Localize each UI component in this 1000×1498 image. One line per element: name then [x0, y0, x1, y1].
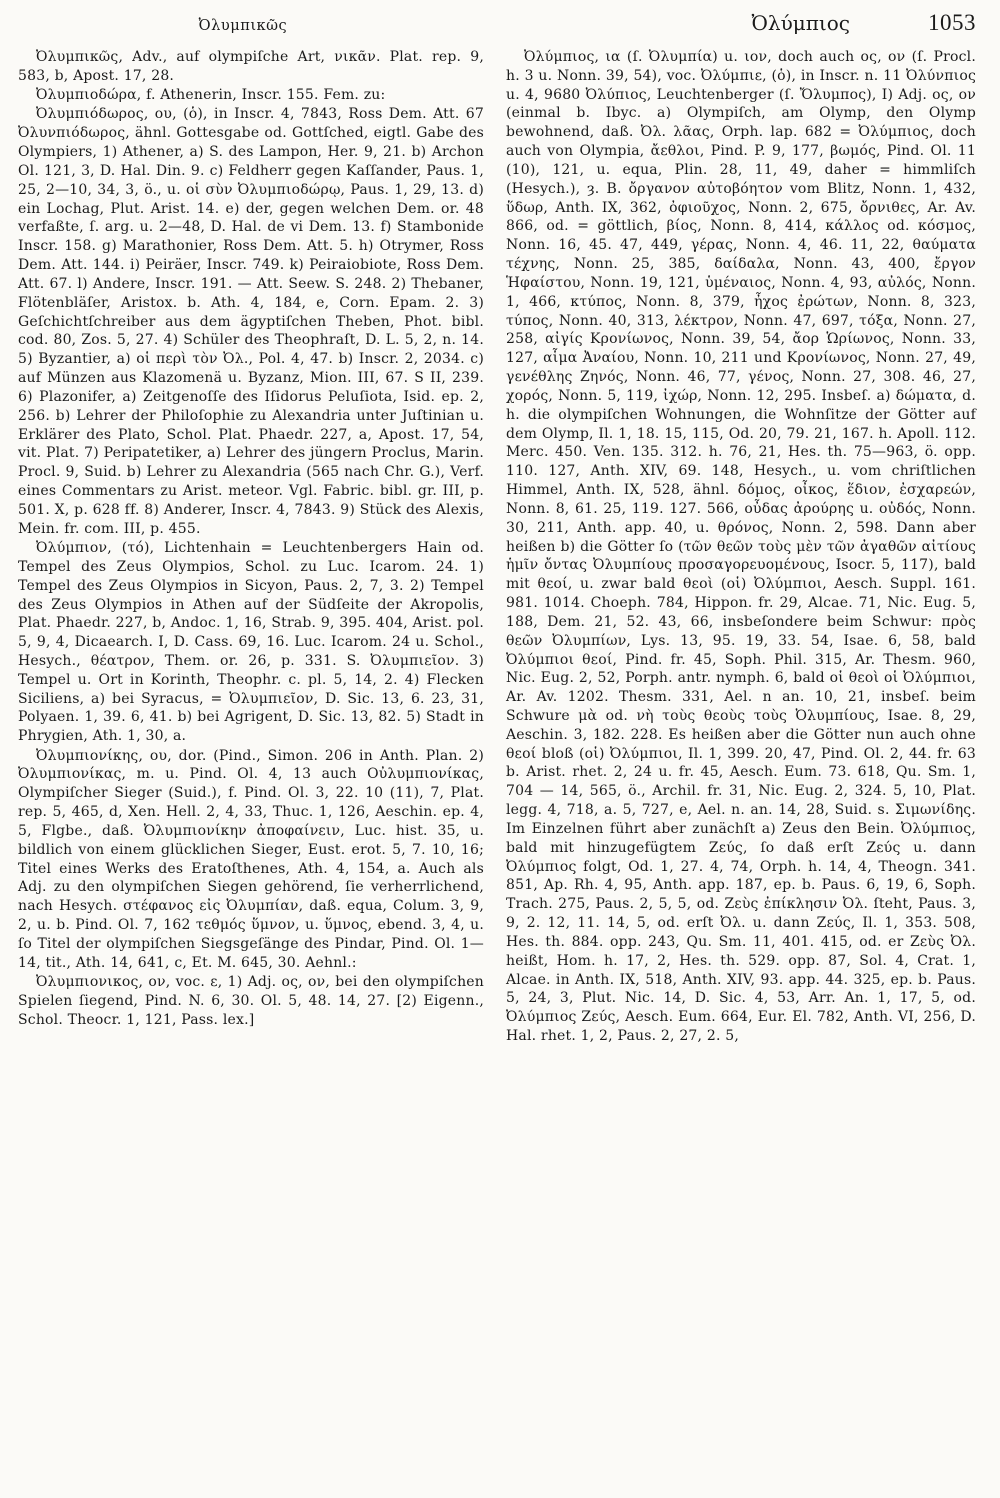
page-header	[18, 10, 982, 44]
header-right-headword: Ὀλύμπιος	[751, 11, 850, 35]
header-right-group	[500, 10, 976, 36]
right-column	[506, 48, 976, 1478]
left-column	[18, 48, 484, 1478]
page-number: 1053	[928, 10, 976, 35]
header-left-headword: Ὀλυμπικῶς	[198, 17, 288, 34]
dictionary-entry: Ὀλυμπικῶς, Adv., auf olympiſche Art, νικᾶν. Plat. rep. 9, 583, b, Apost. 17, 28.	[18, 49, 484, 84]
dictionary-entry: Ὀλύμπιος, ια (ſ. Ὀλυμπία) u. ιον, doch auch ος, ον (ſ. Procl. h. 3 u. Nonn. 39, 54), voc. Ὀλύμπιε, (ὁ), in Inscr. n. 11 Ὀλύνπιος u. 4, 9680 Ὀλύπιος, Leuchtenberger (ſ. Ὄλυμπος), I) Adj. ος, ον (einmal b. Ibyc. a) Olympiſch, am Olymp, den Olymp bewohnend, daß. Ὀλ. λᾶας, Orph. lap. 682 = Ὀλύμπιος, doch auch von Olympia, ἄεθλοι, Pind. P. 9, 177, βωμός, Pind. Ol. 11 (10), 121, u. equa, Plin. 28, 11, 49, daher = himmliſch (Hesych.), ȝ. B. ὄργανον αὐτοβόητον vom Blitz, Nonn. 1, 432, ὕδωρ, Anth. IX, 362, ὀφιοῦχος, Nonn. 2, 675, ὄρνιθες, Ar. Av. 866, od. = göttlich, βίος, Nonn. 8, 414, κάλλος od. κόσμος, Nonn. 16, 45. 47, 449, γέρας, Nonn. 4, 46. 11, 22, θαύματα τέχνης, Nonn. 25, 385, δαίδαλα, Nonn. 43, 400, ἔργον Ἡφαίστου, Nonn. 19, 121, ὑμέναιος, Nonn. 4, 93, αὐλός, Nonn. 1, 466, κτύπος, Nonn. 8, 379, ἦχος ἐρώτων, Nonn. 8, 323, τύπος, Nonn. 40, 313, λέκτρον, Nonn. 47, 697, τόξα, Nonn. 27, 258, αἰγίς Κρονίωνος, Nonn. 39, 54, ἄορ Ὡρίωνος, Nonn. 33, 127, αἷμα Ἀναίου, Nonn. 10, 211 und Κρονίωνος, Nonn. 27, 49, γενέθλης Ζηνός, Nonn. 46, 77, γένος, Nonn. 27, 308. 46, 27, χορός, Nonn. 5, 119, ἰχώρ, Nonn. 12, 295. Insbeſ. a) δώματα, d. h. die olympiſchen Wohnungen, die Wohnſitze der Götter auf dem Olymp, Il. 1, 18. 15, 115, Od. 20, 79. 21, 167. h. Apoll. 112. Merc. 450. Ven. 135. 312. h. 76, 21, Hes. th. 75—963, ö. opp. 110. 127, Anth. XIV, 69. 148, Hesych., u. vom chriſtlichen Himmel, Anth. IX, 528, ähnl. δόμος, οἶκος, ἕδιον, ἐσχαρεών, Nonn. 8, 61. 25, 119. 127. 566, οὖδας ἀρούρης u. οὐδός, Nonn. 30, 211, Anth. app. 40, u. θρόνος, Nonn. 2, 598. Dann aber heißen b) die Götter ſo (τῶν θεῶν τοὺς μὲν τῶν ἀγαθῶν αἰτίους ἡμῖν ὄντας Ὀλυμπίους προσαγορευομένους, Isocr. 5, 117), bald mit θεοί, u. zwar bald θεοὶ (οἱ) Ὀλύμπιοι, Aesch. Suppl. 161. 981. 1014. Choeph. 784, Hippon. fr. 29, Alcae. 71, Nic. Eug. 5, 188, Dem. 21, 52. 43, 66, insbeſondere beim Schwur: πρὸς θεῶν Ὀλυμπίων, Lys. 13, 95. 19, 33. 54, Isae. 6, 58, bald Ὀλύμπιοι θεοί, Pind. fr. 45, Soph. Phil. 315, Ar. Thesm. 960, Nic. Eug. 2, 52, Porph. antr. nymph. 6, bald οἱ θεοὶ οἱ Ὀλύμπιοι, Ar. Av. 1202. Thesm. 331, Ael. n an. 10, 21, insbeſ. beim Schwure μὰ od. νὴ τοὺς θεοὺς τοὺς Ὀλυμπίους, Isae. 8, 29, Aeschin. 3, 182. 228. Es heißen aber die Götter nun auch ohne θεοί bloß (οἱ) Ὀλύμπιοι, Il. 1, 399. 20, 47, Pind. Ol. 2, 44. fr. 63 b. Arist. rhet. 2, 24 u. fr. 45, Aesch. Eum. 73. 618, Qu. Sm. 1, 704 — 14, 565, ö., Archil. fr. 31, Nic. Eug. 2, 324. 5, 10, Plat. legg. 4, 718, a. 5, 727, e, Ael. n. an. 14, 28, Suid. s. Σιμωνίδης. Im Einzelnen führt aber zunächſt a) Zeus den Bein. Ὀλύμπιος, bald mit hinzugefügtem Ζεύς, ſo daß erſt Ζεύς u. dann Ὀλύμπιος folgt, Od. 1, 27. 4, 74, Orph. h. 14, 4, Theogn. 341. 851, Ap. Rh. 4, 95, Anth. app. 187, ep. b. Paus. 6, 19, 6, Soph. Trach. 275, Paus. 2, 5, 5, od. Ζεὺς ἐπίκλησιν Ὀλ. ſteht, Paus. 3, 9, 2. 12, 11. 14, 5, od. erſt Ὀλ. u. dann Ζεύς, Il. 1, 353. 508, Hes. th. 884. opp. 243, Qu. Sm. 11, 401. 415, od. er Ζεὺς Ὀλ. heißt, Hom. h. 17, 2, Hes. th. 529. opp. 87, Sol. 4, Crat. 1, Alcae. in Anth. IX, 518, Anth. XIV, 93. app. 44. 325, ep. b. Paus. 5, 24, 3, Plut. Nic. 14, D. Sic. 4, 53, Arr. An. 1, 17, 5, od. Ὀλύμπιος Ζεύς, Aesch. Eum. 664, Eur. El. 782, Anth. VI, 256, D. Hal. rhet. 1, 2, Paus. 2, 27, 2. 5,	[506, 49, 976, 1045]
text-columns	[18, 48, 982, 1478]
dictionary-entry: Ὀλυμπιονίκης, ου, dor. (Pind., Simon. 206 in Anth. Plan. 2) Ὀλυμπιονίκας, m. u. Pind. Ol. 4, 13 auch Οὐλυμπιονίκας, Olympiſcher Sieger (Suid.), f. Pind. Ol. 3, 22. 10 (11), 7, Plat. rep. 5, 465, d, Xen. Hell. 2, 4, 33, Thuc. 1, 126, Aeschin. ep. 4, 5, Flgbe., daß. Ὀλυμπιονίκην ἀποφαίνειν, Luc. hist. 35, u. bildlich von einem glücklichen Sieger, Eust. erot. 5, 7. 10, 16; Titel eines Werks des Eratoſthenes, Ath. 4, 154, a. Auch als Adj. zu den olympiſchen Siegen gehörend, ſie verherrlichend, nach Hesych. στέφανος εἰς Ὀλυμπίαν, daß. equa, Colum. 3, 9, 2, u. b. Pind. Ol. 7, 162 τεθμός ὕμνον, u. ὕμνος, ebend. 3, 4, u. ſo Titel der olympiſchen Siegsgeſänge des Pindar, Pind. Ol. 1—14, tit., Ath. 14, 641, c, Et. M. 645, 30. Aehnl.:	[18, 747, 484, 971]
dictionary-entry: Ὀλύμπιον, (τό), Lichtenhain = Leuchtenbergers Hain od. Tempel des Zeus Olympios, Schol. zu Luc. Icarom. 24. 1) Tempel des Zeus Olympios in Sicyon, Paus. 2, 7, 3. 2) Tempel des Zeus Olympios in Athen auf der Südſeite der Akropolis, Plat. Phaedr. 227, b, Andoc. 1, 16, Strab. 9, 395. 404, Arist. pol. 5, 9, 4, Dicaearch. I, D. Cass. 69, 16. Luc. Icarom. 24 u. Schol., Hesych., θέατρον, Them. or. 26, p. 331. S. Ὀλυμπιεῖον. 3) Tempel u. Ort in Korinth, Theophr. c. pl. 5, 14, 2. 4) Flecken Siciliens, a) bei Syracus, = Ὀλυμπιεῖον, D. Sic. 13, 6. 23, 31, Polyaen. 1, 39. 6, 41. b) bei Agrigent, D. Sic. 13, 82. 5) Stadt in Phrygien, Ath. 1, 30, a.	[18, 540, 485, 745]
dictionary-entry: Ὀλυμπιόδωρος, ου, (ὁ), in Inscr. 4, 7843, Ross Dem. Att. 67 Ὀλυνπιόδωρος, ähnl. Gottesgabe od. Gottſched, eigtl. Gabe des Olympiers, 1) Athener, a) S. des Lampon, Her. 9, 21. b) Archon Ol. 121, 3, D. Hal. Din. 9. c) Feldherr gegen Kaſſander, Paus. 1, 25, 2—10, 34, 3, ö., u. οἱ σὺν Ὀλυμπιοδώρῳ, Paus. 1, 29, 13. d) ein Lochag, Plut. Arist. 14. e) der, gegen welchen Dem. or. 48 verfaßte, ſ. arg. u. 2—48, D. Hal. de vi Dem. 13. f) Stambonide Inscr. 158. g) Marathonier, Ross Dem. Att. 5. h) Otrymer, Ross Dem. Att. 144. i) Peiräer, Inscr. 749. k) Peiraiobiote, Ross Dem. Att. 67. l) Andere, Inscr. 191. — Att. Seew. S. 248. 2) Thebaner, Flötenbläſer, Aristox. b. Ath. 4, 184, e, Corn. Epam. 2. 3) Geſchichtſchreiber aus dem ägyptiſchen Theben, Phot. bibl. cod. 80, Zos. 5, 27. 4) Schüler des Theophraſt, D. L. 5, 2, n. 14. 5) Byzantier, a) οἱ περὶ τὸν Ὀλ., Pol. 4, 47. b) Inscr. 2, 2034. c) auf Münzen aus Klazomenä u. Byzanz, Mion. III, 67. S II, 239. 6) Plazonifer, a) Zeitgenoſſe des Iſidorus Peluſiota, Isid. ep. 2, 256. b) Lehrer der Philoſophie zu Alexandria unter Juſtinian u. Erklärer des Plato, Schol. Plat. Phaedr. 227, a, Apost. 17, 54, vit. Plat. 7) Peripatetiker, a) Lehrer des jüngern Proclus, Marin. Procl. 9, Suid. b) Lehrer zu Alexandria (565 nach Chr. G.), Verf. eines Commentars zu Arist. meteor. Vgl. Fabric. bibl. gr. III, p. 501. X, p. 628 ff. 8) Anderer, Inscr. 4, 7843. 9) Stück des Alexis, Mein. fr. com. III, p. 455.	[18, 106, 484, 537]
dictionary-entry: Ὀλυμπιονικος, ον, voc. ε, 1) Adj. ος, ον, bei den olympiſchen Spielen ſiegend, Pind. N. 6, 30. Ol. 5, 48. 14, 27. [2) Eigenn., Schol. Theocr. 1, 121, Pass. lex.]	[18, 974, 484, 1028]
dictionary-entry: Ὀλυμπιοδώρα, f. Athenerin, Inscr. 155. Fem. zu:	[36, 87, 386, 104]
